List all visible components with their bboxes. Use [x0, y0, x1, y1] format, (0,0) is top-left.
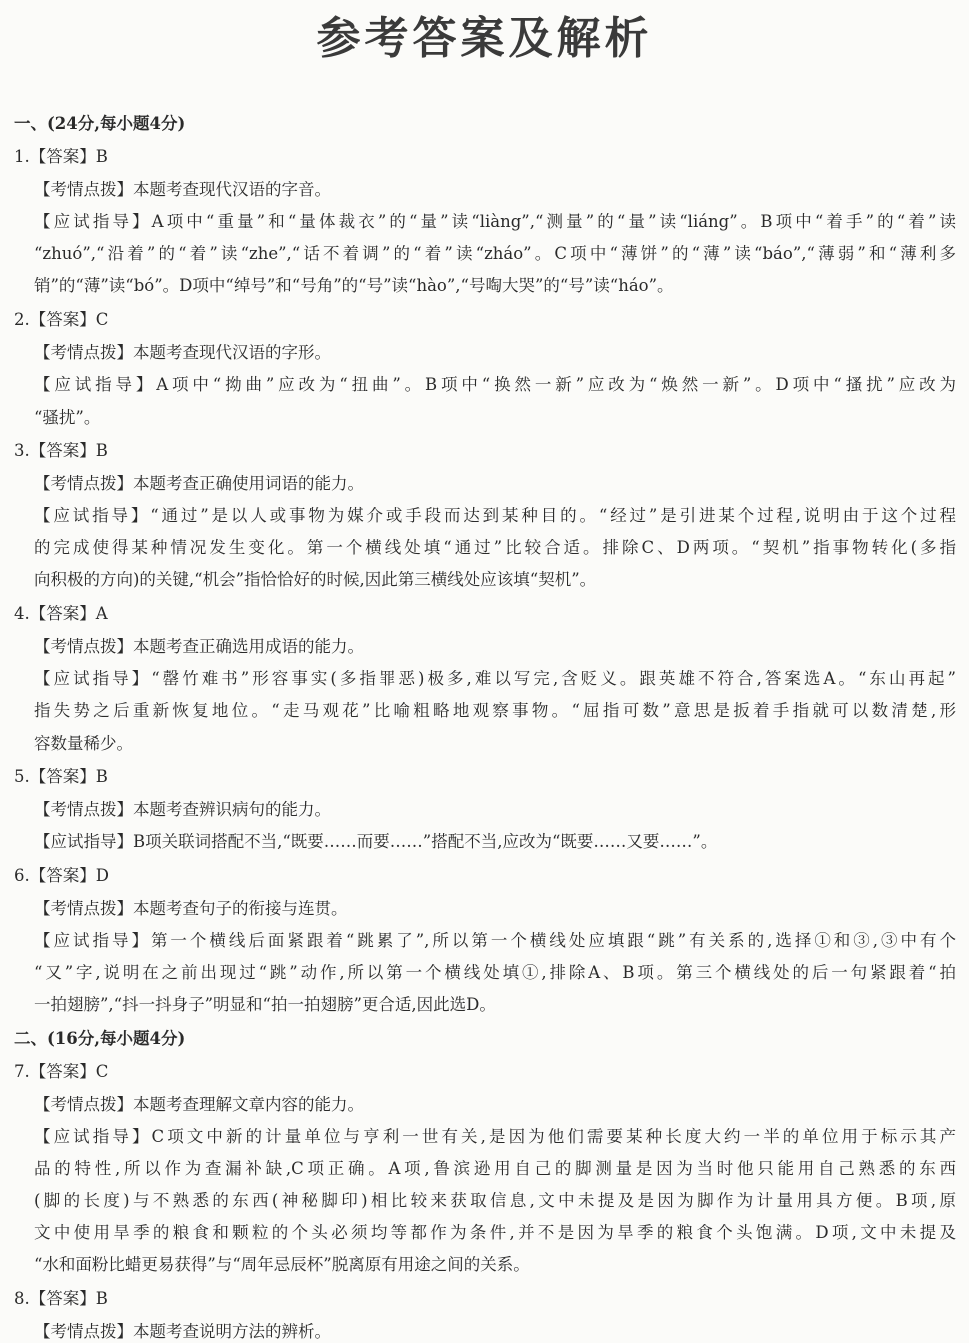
explanation-line: 向积极的方向)的关键,“机会”指恰恰好的时候,因此第三横线处应该填“契机”。 — [34, 570, 597, 589]
explanation-line: 指失势之后重新恢复地位。“走马观花”比喻粗略地观察事物。“屈指可数”意思是扳着手指就可以数清楚,形 — [34, 701, 956, 720]
answer-line: 7.【答案】C — [14, 1062, 109, 1081]
explanation-line: 容数量稀少。 — [34, 734, 133, 753]
section-heading: 一、(24分,每小题4分) — [14, 114, 186, 133]
answer-line: 6.【答案】D — [14, 866, 109, 885]
answer-line: 1.【答案】B — [14, 147, 108, 166]
explanation-line: 品的特性,所以作为查漏补缺,C项正确。A项,鲁滨逊用自己的脚测量是因为当时他只能用自己熟悉的东西 — [34, 1159, 956, 1178]
explanation-line: 【应试指导】A项中“拗曲”应改为“扭曲”。B项中“换然一新”应改为“焕然一新”。D项中“搔扰”应改为 — [34, 375, 956, 394]
explanation-line: 【应试指导】A项中“重量”和“量体裁衣”的“量”读“liàng”,“测量”的“量”读“liáng”。B项中“着手”的“着”读 — [34, 212, 956, 231]
explanation-line: 【考情点拨】本题考查现代汉语的字音。 — [34, 180, 331, 199]
answer-line: 3.【答案】B — [14, 441, 108, 460]
explanation-line: 【考情点拨】本题考查说明方法的辨析。 — [34, 1322, 331, 1341]
page-title: 参考答案及解析 — [316, 13, 653, 64]
explanation-line: 【应试指导】“通过”是以人或事物为媒介或手段而达到某种目的。“经过”是引进某个过程,说明由于这个过程 — [34, 506, 956, 525]
answer-line: 4.【答案】A — [14, 604, 108, 623]
explanation-line: 【考情点拨】本题考查辨识病句的能力。 — [34, 800, 331, 819]
explanation-line: 【考情点拨】本题考查理解文章内容的能力。 — [34, 1095, 364, 1114]
explanation-line: “水和面粉比蜡更易获得”与“周年忌辰杯”脱离原有用途之间的关系。 — [34, 1255, 530, 1274]
explanation-line: 【应试指导】第一个横线后面紧跟着“跳累了”,所以第一个横线处应填跟“跳”有关系的,选择①和③,③中有个 — [34, 931, 956, 950]
explanation-line: (脚的长度)与不熟悉的东西(神秘脚印)相比较来获取信息,文中未提及是因为脚作为计量用具方便。B项,原 — [34, 1191, 956, 1210]
explanation-line: “骚扰”。 — [34, 408, 101, 427]
answer-line: 5.【答案】B — [14, 767, 108, 786]
explanation-line: 【考情点拨】本题考查正确使用词语的能力。 — [34, 474, 364, 493]
explanation-line: “zhuó”,“沿着”的“着”读“zhe”,“话不着调”的“着”读“zháo”。C项中“薄饼”的“薄”读“báo”,“薄弱”和“薄利多 — [34, 244, 956, 263]
explanation-line: 的完成使得某种情况发生变化。第一个横线处填“通过”比较合适。排除C、D两项。“契机”指事物转化(多指 — [34, 538, 956, 557]
answer-line: 8.【答案】B — [14, 1289, 108, 1308]
explanation-line: 【考情点拨】本题考查句子的衔接与连贯。 — [34, 899, 348, 918]
explanation-line: 销”的“薄”读“bó”。D项中“绰号”和“号角”的“号”读“hào”,“号啕大哭”的“号”读“háo”。 — [34, 276, 674, 295]
explanation-line: 【应试指导】C项文中新的计量单位与亨利一世有关,是因为他们需要某种长度大约一半的单位用于标示其产 — [34, 1127, 956, 1146]
explanation-line: 【应试指导】“罄竹难书”形容事实(多指罪恶)极多,难以写完,含贬义。跟英雄不符合,答案选A。“东山再起” — [34, 669, 956, 688]
explanation-line: 【应试指导】B项关联词搭配不当,“既要……而要……”搭配不当,应改为“既要……又要……”。 — [34, 832, 718, 851]
explanation-line: “又”字,说明在之前出现过“跳”动作,所以第一个横线处填①,排除A、B项。第三个横线处的后一句紧跟着“拍 — [34, 963, 956, 982]
explanation-line: 文中使用旱季的粮食和颗粒的个头必须均等都作为条件,并不是因为旱季的粮食个头饱满。D项,文中未提及 — [34, 1223, 956, 1242]
explanation-line: 一拍翅膀”,“抖一抖身子”明显和“拍一拍翅膀”更合适,因此选D。 — [34, 995, 496, 1014]
explanation-line: 【考情点拨】本题考查正确选用成语的能力。 — [34, 637, 364, 656]
explanation-line: 【考情点拨】本题考查现代汉语的字形。 — [34, 343, 331, 362]
section-heading: 二、(16分,每小题4分) — [14, 1029, 186, 1048]
answer-line: 2.【答案】C — [14, 310, 109, 329]
